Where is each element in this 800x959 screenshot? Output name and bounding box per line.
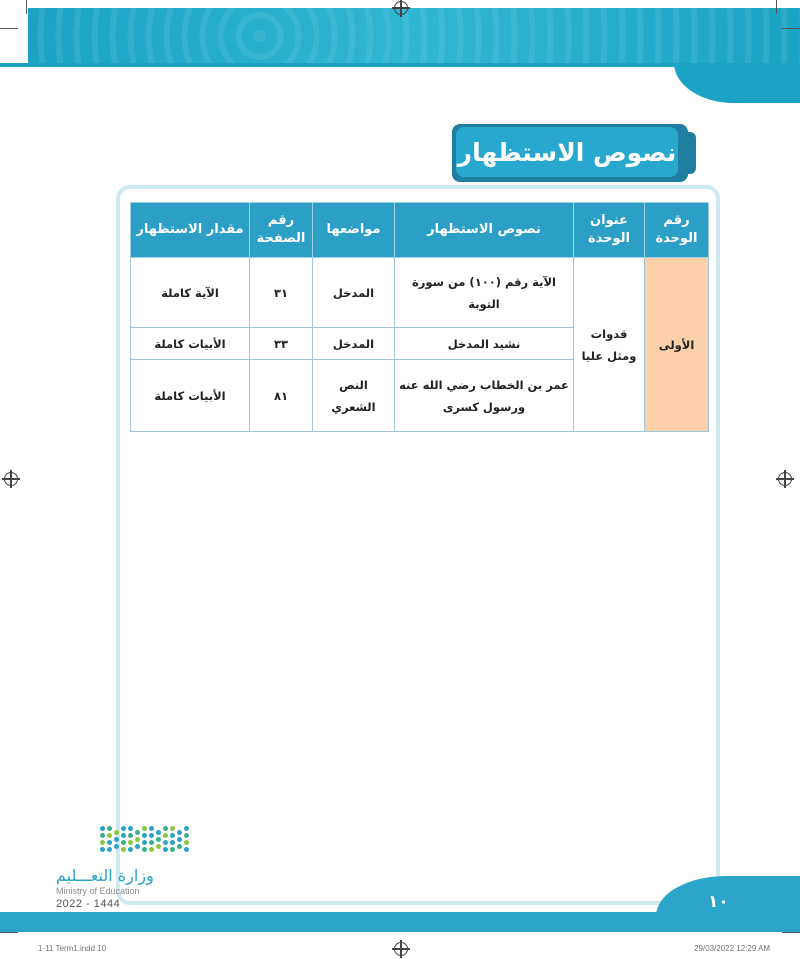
logo-dot	[128, 833, 133, 838]
logo-dot	[163, 840, 168, 845]
logo-dot	[135, 830, 140, 835]
unit-title-line: ومثل عليا	[581, 348, 637, 363]
registration-mark-icon	[394, 1, 408, 15]
page-cell: ٣١	[250, 258, 313, 328]
ministry-name-arabic: وزارة التعـــليم	[56, 866, 154, 885]
logo-dot	[121, 833, 126, 838]
header-unit-number: رقم الوحدة	[645, 203, 709, 258]
ministry-dots-icon	[100, 826, 192, 860]
header-texts: نصوص الاستظهار	[395, 203, 574, 258]
header-band-curve	[674, 63, 800, 103]
crop-mark	[0, 932, 18, 933]
memorization-table	[130, 202, 709, 432]
logo-dot	[156, 830, 161, 835]
logo-dot	[107, 833, 112, 838]
logo-dot	[177, 830, 182, 835]
logo-dot	[142, 833, 147, 838]
logo-dot	[184, 826, 189, 831]
location-cell: النص الشعري	[313, 360, 395, 432]
header-amount: مقدار الاستظهار	[131, 203, 250, 258]
location-cell: المدخل	[313, 258, 395, 328]
logo-dot	[135, 837, 140, 842]
logo-dot	[156, 844, 161, 849]
crop-mark	[776, 0, 777, 14]
logo-dot	[142, 840, 147, 845]
location-cell: المدخل	[313, 328, 395, 360]
logo-dot	[135, 844, 140, 849]
unit-number-cell: الأولى	[645, 258, 709, 432]
crop-mark	[782, 932, 800, 933]
text-cell: الآية رقم (١٠٠) من سورة التوبة	[395, 258, 574, 328]
logo-dot	[149, 826, 154, 831]
logo-dot	[149, 833, 154, 838]
registration-mark-icon	[778, 472, 792, 486]
logo-dot	[107, 826, 112, 831]
ministry-name-english: Ministry of Education	[56, 886, 140, 896]
table-row	[131, 258, 709, 328]
logo-dot	[114, 844, 119, 849]
header-band	[28, 8, 800, 64]
logo-dot	[142, 826, 147, 831]
header-unit-title: عنوان الوحدة	[574, 203, 645, 258]
logo-dot	[100, 847, 105, 852]
registration-mark-icon	[394, 942, 408, 956]
section-title-banner	[452, 124, 688, 182]
registration-mark-icon	[4, 472, 18, 486]
logo-dot	[121, 840, 126, 845]
text-cell	[395, 360, 574, 432]
logo-dot	[177, 844, 182, 849]
edition-year: 2022 - 1444	[56, 898, 121, 910]
logo-dot	[163, 833, 168, 838]
logo-dot	[107, 847, 112, 852]
logo-dot	[128, 840, 133, 845]
logo-dot	[142, 847, 147, 852]
unit-title-line: قدوات	[590, 326, 628, 341]
footer-band	[0, 912, 800, 932]
page-number: ١٠	[708, 892, 729, 912]
logo-dot	[128, 826, 133, 831]
print-slug-date: 29/03/2022 12:29 AM	[694, 944, 771, 953]
logo-dot	[100, 833, 105, 838]
logo-dot	[170, 840, 175, 845]
logo-dot	[163, 847, 168, 852]
table-header-row	[131, 203, 709, 258]
logo-dot	[170, 826, 175, 831]
amount-cell: الآية كاملة	[131, 258, 250, 328]
amount-cell: الأبيات كاملة	[131, 328, 250, 360]
logo-dot	[177, 837, 182, 842]
crop-mark	[26, 0, 27, 14]
logo-dot	[170, 833, 175, 838]
logo-dot	[149, 847, 154, 852]
crop-mark	[782, 28, 800, 29]
text-line: ورسول كسرى	[442, 399, 526, 414]
ministry-logo	[56, 826, 206, 916]
page-cell: ٨١	[250, 360, 313, 432]
logo-dot	[170, 847, 175, 852]
logo-dot	[100, 826, 105, 831]
logo-dot	[149, 840, 154, 845]
text-line: عمر بن الخطاب رضي الله عنه	[399, 377, 569, 392]
section-title: نصوص الاستظهار	[456, 127, 678, 177]
logo-dot	[184, 833, 189, 838]
logo-dot	[121, 847, 126, 852]
header-page-number: رقم الصفحة	[250, 203, 313, 258]
logo-dot	[100, 840, 105, 845]
logo-dot	[107, 840, 112, 845]
logo-dot	[156, 837, 161, 842]
logo-dot	[184, 840, 189, 845]
unit-title-cell	[574, 258, 645, 432]
logo-dot	[163, 826, 168, 831]
logo-dot	[128, 847, 133, 852]
logo-dot	[184, 847, 189, 852]
page-cell: ٣٣	[250, 328, 313, 360]
amount-cell: الأبيات كاملة	[131, 360, 250, 432]
crop-mark	[0, 28, 18, 29]
print-slug-file: 1-11 Term1.indd 10	[38, 944, 107, 953]
logo-dot	[114, 830, 119, 835]
header-locations: مواضعها	[313, 203, 395, 258]
logo-dot	[121, 826, 126, 831]
logo-dot	[114, 837, 119, 842]
text-cell: نشيد المدخل	[395, 328, 574, 360]
